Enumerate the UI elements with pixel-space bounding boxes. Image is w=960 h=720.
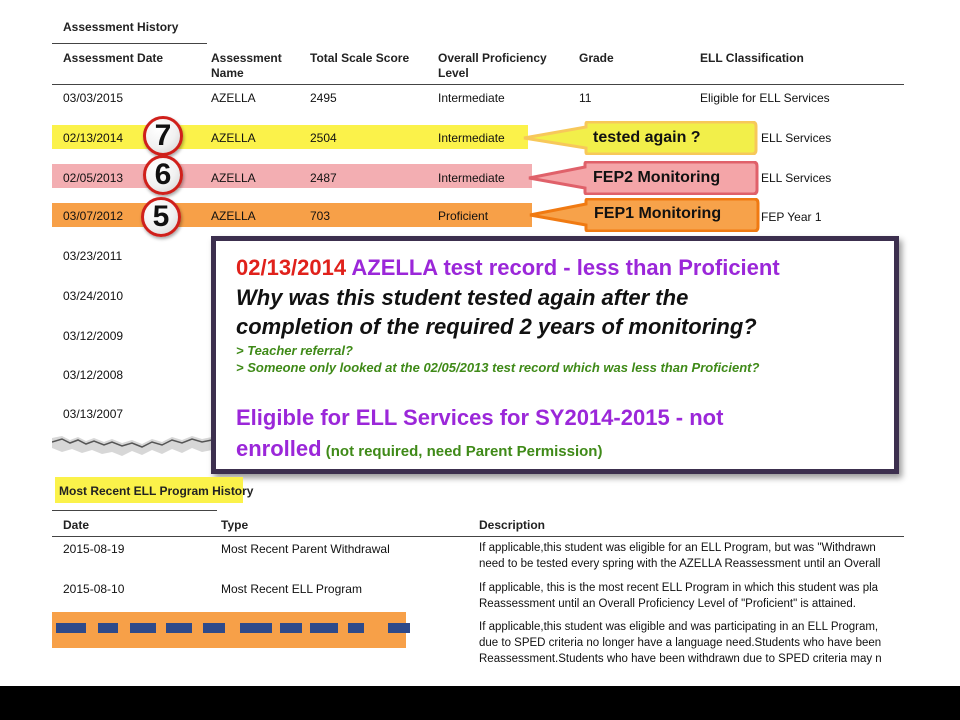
row-name: AZELLA	[211, 171, 256, 185]
badge-6: 6	[143, 155, 183, 195]
row-score: 2487	[310, 171, 337, 185]
program-row-desc: If applicable,this student was eligible and was participating in an ELL Program,	[479, 621, 879, 633]
redaction-mark	[280, 623, 302, 633]
callout-fep2-label: FEP2 Monitoring	[593, 169, 721, 186]
note-line1	[236, 255, 780, 281]
program-row-type: Most Recent ELL Program	[221, 582, 362, 596]
row-score: 2504	[310, 131, 337, 145]
col-assessment-name: Assessment Name	[211, 51, 282, 80]
note-line7-small: (not required, need Parent Permission)	[321, 443, 603, 460]
program-title-underline	[52, 510, 217, 511]
row-name: AZELLA	[211, 131, 256, 145]
note-line7	[236, 436, 602, 462]
col-grade: Grade	[579, 51, 614, 65]
row-date: 03/12/2009	[63, 329, 124, 343]
row-level: Intermediate	[438, 131, 505, 145]
badge-7: 7	[143, 116, 183, 156]
program-row-desc: due to SPED criteria no longer have a language need.Students who have been	[479, 637, 882, 649]
assessment-history-title: Assessment History	[63, 20, 179, 34]
redaction-mark	[388, 623, 410, 633]
redaction-mark	[348, 623, 364, 633]
row-ell: ELL Services	[761, 131, 832, 145]
note-line3: completion of the required 2 years of monitoring?	[236, 314, 757, 339]
program-row-type: Most Recent Parent Withdrawal	[221, 542, 390, 556]
redaction-mark	[166, 623, 192, 633]
row-date: 03/12/2008	[63, 368, 124, 382]
program-row-desc: If applicable, this is the most recent ELL Program in which this student was pla	[479, 582, 879, 594]
callout-fep1-label: FEP1 Monitoring	[594, 205, 722, 222]
col-ell-classification: ELL Classification	[700, 51, 804, 65]
note-line5: > Someone only looked at the 02/05/2013 test record which was less than Proficient?	[236, 360, 760, 375]
col-type: Type	[221, 518, 249, 532]
program-row-desc: Reassessment.Students who have been withdrawn due to SPED criteria may n	[479, 653, 882, 665]
col-description: Description	[479, 518, 546, 532]
badge-5: 5	[141, 197, 181, 237]
redaction-mark	[240, 623, 272, 633]
row-level: Intermediate	[438, 91, 505, 105]
note-line2: Why was this student tested again after the	[236, 285, 689, 310]
callout-fep1	[526, 198, 766, 232]
row-level: Proficient	[438, 209, 489, 223]
redaction-mark	[310, 623, 338, 633]
program-header-rule	[52, 536, 904, 537]
program-row-desc: Reassessment until an Overall Proficiency Level of "Proficient" is attained.	[479, 598, 856, 610]
row-name: AZELLA	[211, 209, 256, 223]
callout-tested-again	[520, 121, 760, 155]
row-ell: Eligible for ELL Services	[700, 91, 830, 105]
title-underline	[52, 43, 207, 44]
header-rule	[52, 84, 904, 85]
row-score: 2495	[310, 91, 337, 105]
program-row-desc: need to be tested every spring with the AZELLA Reassessment until an Overall	[479, 558, 881, 570]
col-date: Date	[63, 518, 90, 532]
torn-edge	[52, 428, 212, 458]
note-line7-enrolled: enrolled	[236, 436, 322, 461]
row-level: Intermediate	[438, 171, 505, 185]
col-assessment-date: Assessment Date	[63, 51, 164, 65]
row-name: AZELLA	[211, 91, 256, 105]
program-row-date: 2015-08-19	[63, 542, 125, 556]
row-date: 03/07/2012	[63, 209, 124, 223]
row-date: 03/03/2015	[63, 91, 124, 105]
row-date: 03/13/2007	[63, 407, 124, 421]
redaction-mark	[98, 623, 118, 633]
redaction-mark	[56, 623, 86, 633]
note-line1-date: 02/13/2014	[236, 255, 347, 280]
row-date: 02/05/2013	[63, 171, 124, 185]
col-overall-proficiency: Overall Proficiency Level	[438, 51, 547, 80]
row-date: 03/24/2010	[63, 289, 124, 303]
callout-tested-again-label: tested again ?	[593, 129, 701, 146]
row-score: 703	[310, 209, 331, 223]
row-grade: 11	[579, 91, 592, 105]
redaction-mark	[130, 623, 156, 633]
program-row-date: 2015-08-10	[63, 582, 125, 596]
callout-fep2	[525, 161, 765, 195]
col-total-scale-score: Total Scale Score	[310, 51, 410, 65]
redaction-mark	[203, 623, 225, 633]
note-line4: > Teacher referral?	[236, 343, 353, 358]
row-ell: FEP Year 1	[761, 210, 822, 224]
note-line6: Eligible for ELL Services for SY2014-2015 - not	[236, 405, 724, 430]
program-row-desc: If applicable,this student was eligible for an ELL Program, but was "Withdrawn	[479, 542, 876, 554]
note-line1-rest: AZELLA test record - less than Proficient	[346, 255, 780, 280]
row-date: 03/23/2011	[63, 249, 123, 263]
row-date: 02/13/2014	[63, 131, 124, 145]
row-ell: ELL Services	[761, 171, 832, 185]
annotation-note-box	[211, 236, 899, 474]
program-history-title: Most Recent ELL Program History	[59, 484, 254, 498]
